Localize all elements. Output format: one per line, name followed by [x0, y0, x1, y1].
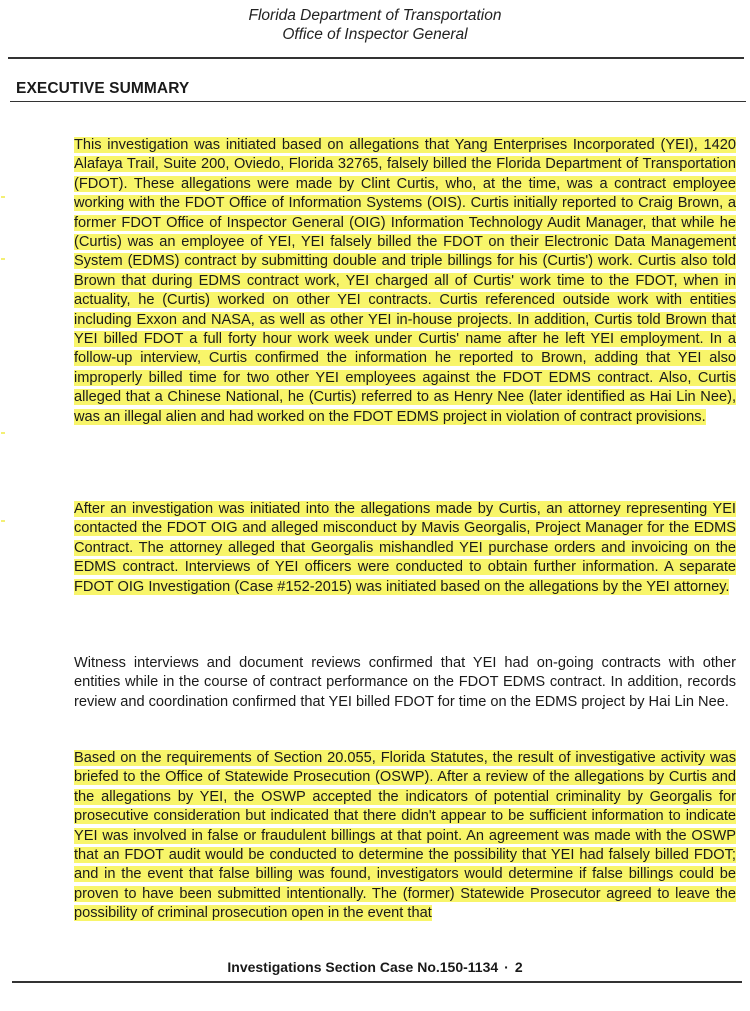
footer-page-number: 2: [514, 959, 523, 975]
section-title: EXECUTIVE SUMMARY: [16, 80, 190, 97]
header-office: Office of Inspector General: [282, 26, 468, 43]
document-header: [0, 6, 750, 44]
footer-case-number: Investigations Section Case No.150-1134: [227, 959, 499, 975]
footer-divider: [12, 981, 742, 983]
section-divider: [10, 101, 746, 102]
paragraph-3: [74, 654, 736, 712]
paragraph-4-text: Based on the requirements of Section 20.055, Florida Statutes, the result of investigative activity was briefed to the Office of Statewide Prosecution (OSWP). After a review of the allegations by Curtis and the allegations by YEI, the OSWP accepted the indicators of potential criminality by Georgalis for prosecutive consideration but indicated that there didn't appear to be sufficient information to indicate YEI was involved in false or fraudulent billings at that point. An agreement was made with the OSWP that an FDOT audit would be conducted to determine the possibility that YEI had falsely billed FDOT; and in the event that false billing was found, investigators would determine if false billings could be proven to have been submitted intentionally. The (former) Statewide Prosecutor agreed to leave the possibility of criminal prosecution open in the event that: [74, 750, 736, 922]
paragraph-1-text: This investigation was initiated based on allegations that Yang Enterprises Incorporated (YEI), 1420 Alafaya Trail, Suite 200, Oviedo, Florida 32765, falsely billed the Florida Department of Transportation (FDOT). These allegations were made by Clint Curtis, who, at the time, was a contract employee working with the FDOT Office of Information Systems (OIS). Curtis initially reported to Craig Brown, a former FDOT Office of Inspector General (OIG) Information Technology Audit Manager, that while he (Curtis) was an employee of YEI, YEI falsely billed the FDOT on their Electronic Data Management System (EDMS) contract by submitting double and triple billings for his (Curtis') work. Curtis also told Brown that during EDMS contract work, YEI charged all of Curtis' work time to the FDOT, when in actuality, he (Curtis) worked on other YEI contracts. Curtis referenced outside work with entities including Exxon and NASA, as well as other YEI in-house projects. In addition, Curtis told Brown that YEI billed FDOT a full forty hour work week under Curtis' name after he left YEI employment. In a follow-up interview, Curtis confirmed the information he reported to Brown, adding that YEI also improperly billed time for two other YEI employees against the FDOT EDMS contract. Also, Curtis alleged that a Chinese National, he (Curtis) referred to as Henry Nee (later identified as Hai Lin Nee), was an illegal alien and had worked on the FDOT EDMS project in violation of contract provisions.: [74, 137, 736, 425]
footer-separator: ·: [504, 959, 509, 975]
paragraph-3-text: Witness interviews and document reviews confirmed that YEI had on-going contracts with other entities while in the course of contract performance on the FDOT EDMS contract. In addition, records review and coordination confirmed that YEI billed FDOT for time on the EDMS project by Hai Lin Nee.: [74, 655, 736, 710]
margin-highlight-mark: [1, 258, 5, 260]
paragraph-4: [74, 749, 736, 924]
header-divider: [8, 57, 744, 59]
margin-highlight-mark: [1, 432, 5, 434]
margin-highlight-mark: [1, 520, 5, 522]
margin-highlight-mark: [1, 196, 5, 198]
paragraph-2: [74, 500, 736, 597]
header-agency: Florida Department of Transportation: [248, 7, 502, 24]
page-footer: [0, 959, 750, 975]
paragraph-1: [74, 136, 736, 427]
paragraph-2-text: After an investigation was initiated into the allegations made by Curtis, an attorney representing YEI contacted the FDOT OIG and alleged misconduct by Mavis Georgalis, Project Manager for the EDMS Contract. The attorney alleged that Georgalis mishandled YEI purchase orders and invoicing on the EDMS contract. Interviews of YEI officers were conducted to obtain further information. A separate FDOT OIG Investigation (Case #152-2015) was initiated based on the allegations by the YEI attorney.: [74, 501, 736, 595]
